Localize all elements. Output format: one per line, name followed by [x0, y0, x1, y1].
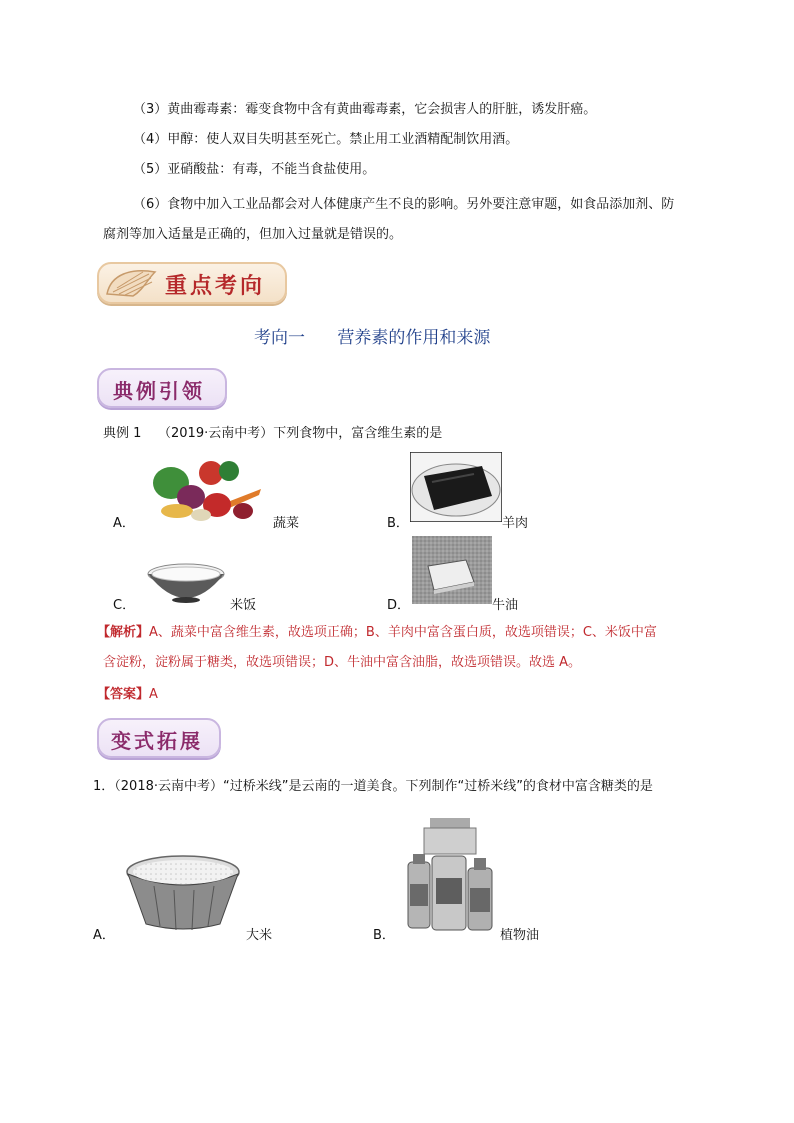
vegetables-image — [147, 453, 265, 525]
butter-image — [412, 536, 492, 604]
variant-option-b-letter: B． — [373, 928, 395, 943]
banner-key-text: 重点考向 — [165, 274, 266, 299]
option-d-text: 牛油 — [492, 598, 519, 613]
option-a-text: 蔬菜 — [273, 516, 300, 531]
option-c-letter: C． — [113, 598, 136, 613]
option-b-text: 羊肉 — [502, 516, 529, 531]
analysis-text-line1: A、蔬菜中富含维生素，故选项正确；B、羊肉中富含蛋白质，故选项错误；C、米饭中富 — [149, 625, 657, 640]
option-a-letter: A． — [113, 516, 135, 531]
variant-option-b-text: 植物油 — [500, 928, 540, 943]
paragraph-industrial-line2: 腐剂等加入适量是正确的，但加入过量就是错误的。 — [103, 227, 403, 242]
paragraph-nitrite: （5）亚硝酸盐：有毒，不能当食盐使用。 — [133, 162, 376, 177]
answer-label: 【答案】 — [97, 687, 150, 702]
paragraph-methanol: （4）甲醇：使人双目失明甚至死亡。禁止用工业酒精配制饮用酒。 — [133, 132, 519, 147]
option-b-letter: B． — [387, 516, 409, 531]
answer-value: A — [149, 687, 158, 702]
banner-variant — [97, 718, 221, 758]
analysis-line1 — [97, 623, 657, 643]
paragraph-aflatoxin: （3）黄曲霉毒素：霉变食物中含有黄曲霉毒素，它会损害人的肝脏，诱发肝癌。 — [133, 102, 597, 117]
variant-option-a-text: 大米 — [246, 928, 273, 943]
option-c-text: 米饭 — [230, 598, 257, 613]
vegetable-oil-image — [404, 818, 496, 934]
banner-typical-example — [97, 368, 227, 408]
rice-bowl-image — [144, 562, 228, 606]
analysis-text-line2: 含淀粉，淀粉属于糖类，故选项错误；D、牛油中富含油脂，故选项错误。故选 A。 — [103, 655, 582, 670]
analysis-label: 【解析】 — [97, 625, 150, 640]
example-question: （2019·云南中考）下列食物中，富含维生素的是 — [158, 426, 443, 441]
section-title: 考向一 营养素的作用和来源 — [254, 328, 491, 348]
paragraph-industrial-line1: （6）食物中加入工业品都会对人体健康产生不良的影响。另外要注意审题，如食品添加剂、防 — [133, 197, 675, 212]
variant-question: 1．（2018·云南中考）“过桥米线”是云南的一道美食。下列制作“过桥米线”的食材中富含糖类的是 — [93, 779, 653, 794]
mutton-image — [410, 452, 502, 522]
variant-option-a-letter: A． — [93, 928, 115, 943]
banner-example-text: 典例引领 — [113, 379, 205, 403]
banner-key-directions — [97, 262, 287, 304]
example-label: 典例 1 — [103, 426, 142, 441]
rice-basket-image — [124, 852, 242, 932]
shell-icon — [103, 266, 159, 300]
answer-line — [97, 685, 158, 705]
option-d-letter: D． — [387, 598, 411, 613]
banner-variant-text: 变式拓展 — [111, 729, 203, 753]
